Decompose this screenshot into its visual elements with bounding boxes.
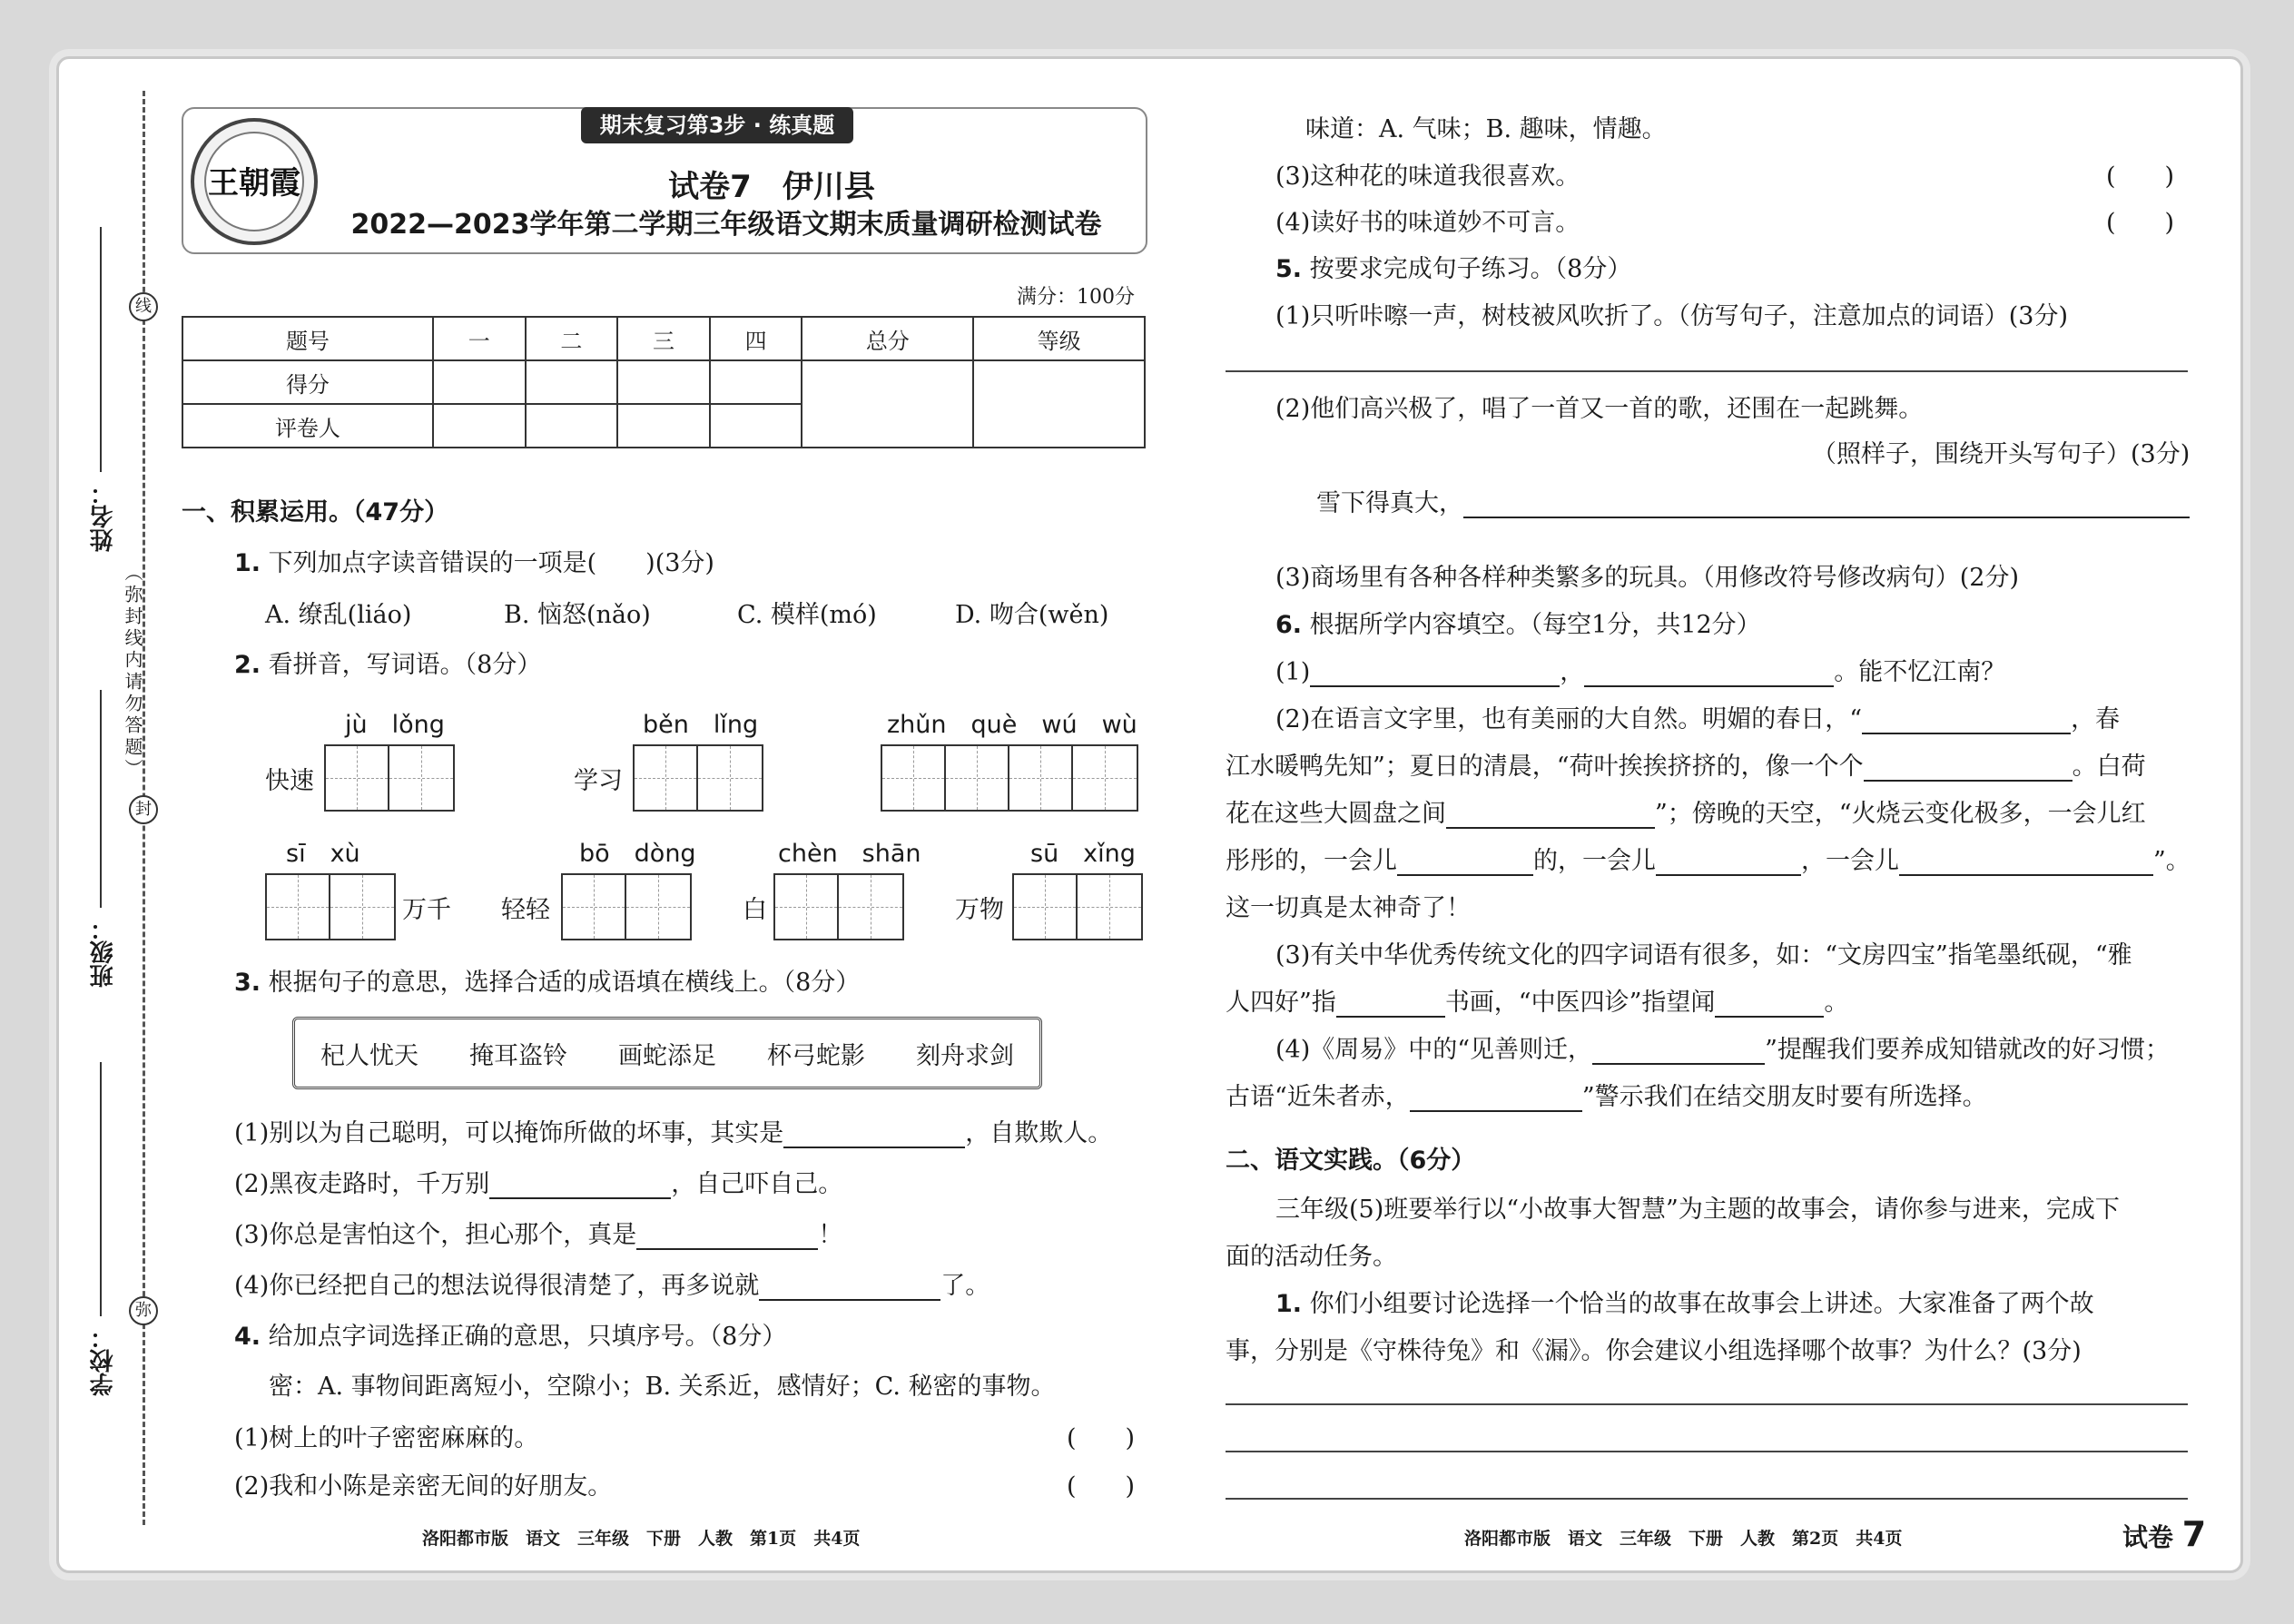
s2-q1-text: 你们小组要讨论选择一个恰当的故事在故事会上讲述。大家准备了两个故 [1309,1290,2094,1318]
footer-right: 洛阳都市版 语文 三年级 下册 人教 第2页 共4页 [1464,1529,1903,1549]
q1-option-b[interactable]: B. 恼怒(nǎo) [504,601,651,629]
answer-line[interactable] [1226,1451,2188,1452]
grader-cell[interactable] [710,404,802,448]
answer-blank[interactable] [1862,709,2071,734]
word-prefix: 快速 [265,767,314,795]
grader-cell[interactable] [433,404,526,448]
q6-2-line2 [1226,746,2146,782]
idiom: 杯弓蛇影 [767,1041,865,1070]
q3-sentence-3 [234,1215,842,1250]
paper-no: 7 [2181,1514,2207,1554]
q6 [1275,605,1761,640]
q6-2-text: ”；傍晚的天空，“火烧云变化极多，一会儿红 [1655,800,2146,828]
q6-2-text: ，一会儿 [1801,847,1899,875]
answer-blank[interactable] [1310,662,1560,687]
score-cell[interactable] [617,360,710,404]
section-1-title: 一、积累运用。（47分） [182,498,449,527]
seal-mark-feng: 封 [129,795,158,824]
q1-option-a[interactable]: A. 缭乱(liáo) [265,601,412,629]
q3-s3-text: (3)你总是害怕这个，担心那个，真是 [234,1221,637,1249]
idiom: 杞人忧天 [320,1041,418,1070]
class-line [100,690,102,908]
answer-blank[interactable] [783,1123,965,1148]
score-table [182,316,1146,448]
pinyin: jù lǒng [345,711,445,739]
q6-2-text: ”。 [2153,847,2191,875]
char-grid[interactable] [633,744,763,812]
q5-sentence-2-start [1316,483,2190,518]
char-grid[interactable] [324,744,455,812]
answer-blank[interactable] [1715,992,1824,1018]
q6-4-line2 [1226,1077,1987,1112]
q3-sentence-1 [234,1113,1112,1148]
word-prefix: 白 [743,896,767,924]
char-grid[interactable] [773,873,904,940]
q3-s1-end: ，自欺欺人。 [965,1119,1113,1147]
answer-blank[interactable] [1446,803,1655,829]
total-cell[interactable] [802,360,973,448]
answer-blank[interactable] [1336,992,1445,1018]
q1-option-c[interactable]: C. 模样(mó) [737,601,877,629]
q1-num: 1. [234,549,261,577]
idiom-box [292,1017,1042,1089]
word-prefix: 轻轻 [501,896,550,924]
review-banner: 期末复习第3步 · 练真题 [581,107,853,143]
q5-text: 按要求完成句子练习。（8分） [1309,255,1632,283]
q2 [234,645,541,680]
school-line [100,1062,102,1316]
word-suffix: 万千 [402,896,451,924]
word-prefix: 学习 [574,767,623,795]
q6-1-num: (1) [1275,658,1311,686]
th: 二 [526,317,618,360]
th: 三 [617,317,710,360]
q6-2-text: 花在这些大圆盘之间 [1226,800,1446,828]
section-2-intro-1: 三年级(5)班要举行以“小故事大智慧”为主题的故事会，请你参与进来，完成下 [1275,1196,2120,1224]
pinyin: běn lǐng [643,711,759,739]
section-2-intro-2: 面的活动任务。 [1226,1243,1397,1271]
q3-s1-text: (1)别以为自己聪明，可以掩饰所做的坏事，其实是 [234,1119,784,1147]
grader-cell[interactable] [617,404,710,448]
q6-2-line3 [1226,793,2146,829]
answer-blank[interactable] [1899,851,2153,876]
q3-s4-end: 了。 [940,1272,990,1300]
word-prefix: 万物 [955,896,1004,924]
q6-4-text: ”提醒我们要养成知错就改的好习惯； [1765,1036,2170,1064]
q6-3-line1: (3)有关中华优秀传统文化的四字词语有很多，如：“文房四宝”指笔墨纸砚，“雅 [1275,941,2132,969]
q3-s4-text: (4)你已经把自己的想法说得很清楚了，再多说就 [234,1272,760,1300]
answer-blank[interactable] [636,1225,818,1250]
q6-2-line5: 这一切真是太神奇了！ [1226,894,1471,922]
q3-s2-end: ，自己吓自己。 [671,1170,843,1198]
seal-mark-xian: 线 [129,292,158,321]
q4-definition: 密：A. 事物间距离短小，空隙小；B. 关系近，感情好；C. 秘密的事物。 [269,1373,1056,1401]
answer-blank[interactable] [1656,851,1801,876]
q3-text: 根据句子的意思，选择合适的成语填在横线上。（8分） [268,969,861,997]
exam-subtitle: 2022—2023学年第二学期三年级语文期末质量调研检测试卷 [350,209,1102,241]
grade-cell[interactable] [973,360,1145,448]
s2-q1-line1 [1275,1284,2094,1319]
q6-3-line2 [1226,982,1848,1018]
full-score: 满分：100分 [1017,286,1135,309]
answer-line[interactable] [1226,370,2188,372]
q2-text: 看拼音，写词语。（8分） [268,651,542,679]
q1-option-d[interactable]: D. 吻合(wěn) [955,601,1109,629]
q3 [234,962,860,998]
th: 四 [710,317,802,360]
answer-line[interactable] [1226,1498,2188,1500]
q4 [234,1316,786,1352]
q6-1-end: 。能不忆江南？ [1834,658,2006,686]
pinyin: chèn shān [778,840,921,868]
q4-sentence-3: (3)这种花的味道我很喜欢。 [1275,162,1580,191]
q6-2-line1 [1275,699,2120,734]
q4-sentence-2: (2)我和小陈是亲密无间的好朋友。 [234,1472,613,1501]
score-cell[interactable] [433,360,526,404]
answer-blank[interactable] [1397,851,1533,876]
paper-label: 试卷 [2122,1522,2174,1552]
q5-sentence-3: (3)商场里有各种各样种类繁多的玩具。（用修改符号修改病句）(2分) [1275,564,2019,592]
q3-sentence-2 [234,1164,842,1199]
class-label: 班级： [90,917,117,988]
score-cell[interactable] [710,360,802,404]
q6-4-text: (4)《周易》中的“见善则迁， [1275,1036,1593,1064]
q3-sentence-4 [234,1265,989,1301]
q5 [1275,249,1631,284]
publisher-logo [186,113,322,250]
q5-num: 5. [1275,255,1303,283]
q4-num: 4. [234,1323,261,1351]
pinyin: bō dòng [579,840,696,868]
answer-blank[interactable] [1864,756,2072,782]
th: 等级 [973,317,1145,360]
answer-blank[interactable] [759,1275,940,1301]
q6-4-text: ”警示我们在结交朋友时要有所选择。 [1581,1083,1987,1111]
answer-paren[interactable]: ( ) [1067,1424,1136,1452]
answer-blank[interactable] [1584,662,1834,687]
q4-sentence-1: (1)树上的叶子密密麻麻的。 [234,1424,539,1452]
logo-text: 王朝霞 [208,165,300,202]
name-label: 姓名： [90,481,117,552]
idiom: 掩耳盗铃 [469,1041,567,1070]
idiom: 刻舟求剑 [916,1041,1014,1070]
q6-2-text: 。白荷 [2072,753,2146,781]
answer-line[interactable] [1226,1403,2188,1405]
q6-2-text: (2)在语言文字里，也有美丽的大自然。明媚的春日，“ [1275,705,1863,733]
q6-3-text: 。 [1824,989,1849,1017]
q5-sentence-2-note: （照样子，围绕开头写句子）(3分) [1812,440,2191,468]
q6-3-text: 书画，“中医四诊”指望闻 [1444,989,1716,1017]
score-table-header [182,317,1145,360]
name-line [100,227,102,472]
q2-num: 2. [234,651,261,679]
s2-q1-num: 1. [1275,1290,1303,1318]
char-grid[interactable] [265,873,396,940]
q3-s3-end: ！ [818,1221,843,1249]
exam-title: 试卷7 伊川县 [668,169,875,205]
q1 [234,543,714,578]
q5-sentence-1: (1)只听咔嚓一声，树枝被风吹折了。（仿写句子，注意加点的词语）(3分) [1275,302,2068,330]
grader-cell[interactable] [526,404,618,448]
q6-1-comma: ， [1560,658,1585,686]
seal-mark-mi: 弥 [129,1296,158,1325]
answer-blank[interactable] [1410,1087,1582,1112]
idiom: 画蛇添足 [618,1041,716,1070]
q5-start-text: 雪下得真大， [1316,489,1463,517]
row-label: 得分 [182,360,433,404]
q6-4-line1 [1275,1029,2170,1065]
seal-note: （弥封线内请勿答题） [122,563,143,781]
q6-1 [1275,652,2005,687]
answer-paren[interactable]: ( ) [2106,162,2175,191]
answer-blank[interactable] [489,1174,671,1199]
pinyin: zhǔn què wú wù [887,711,1137,739]
q1-text: 下列加点字读音错误的一项是( )(3分) [268,549,714,577]
q6-2-text: ，春 [2071,705,2121,733]
footer-left: 洛阳都市版 语文 三年级 下册 人教 第1页 共4页 [422,1529,861,1549]
section-2-title: 二、语文实践。（6分） [1226,1147,1476,1175]
th: 一 [433,317,526,360]
th: 总分 [802,317,973,360]
q6-text: 根据所学内容填空。（每空1分，共12分） [1309,611,1761,639]
q4-sentence-4: (4)读好书的味道妙不可言。 [1275,209,1580,237]
answer-blank[interactable] [1592,1039,1765,1065]
q6-2-text: 江水暖鸭先知”；夏日的清晨，“荷叶挨挨挤挤的，像一个个 [1226,753,1864,781]
q6-4-text: 古语“近朱者赤， [1226,1083,1410,1111]
q3-s2-text: (2)黑夜走路时，千万别 [234,1170,490,1198]
answer-blank[interactable] [1463,493,2190,518]
row-label: 评卷人 [182,404,433,448]
char-grid[interactable] [1012,873,1143,940]
s2-q1-line2: 事，分别是《守株待兔》和《漏》。你会建议小组选择哪个故事？为什么？(3分) [1226,1337,2082,1365]
pinyin: sū xǐng [1030,840,1136,868]
pinyin: sī xù [286,840,360,868]
th: 题号 [182,317,433,360]
score-row [182,360,1145,404]
q6-2-text: 的，一会儿 [1533,847,1656,875]
score-cell[interactable] [526,360,618,404]
q6-num: 6. [1275,611,1303,639]
q5-sentence-2: (2)他们高兴极了，唱了一首又一首的歌，还围在一起跳舞。 [1275,395,1924,423]
school-label: 学校： [90,1325,117,1396]
char-grid[interactable] [561,873,692,940]
q3-num: 3. [234,969,261,997]
paper-number [2122,1514,2206,1554]
answer-paren[interactable]: ( ) [2106,209,2175,237]
q4-text: 给加点字词选择正确的意思，只填序号。（8分） [268,1323,787,1351]
answer-paren[interactable]: ( ) [1067,1472,1136,1501]
q6-2-text: 彤彤的，一会儿 [1226,847,1397,875]
q4-definition-2: 味道：A. 气味；B. 趣味，情趣。 [1305,115,1667,143]
q6-2-line4 [1226,841,2191,876]
char-grid[interactable] [881,744,1138,812]
q6-3-text: 人四好”指 [1226,989,1336,1017]
